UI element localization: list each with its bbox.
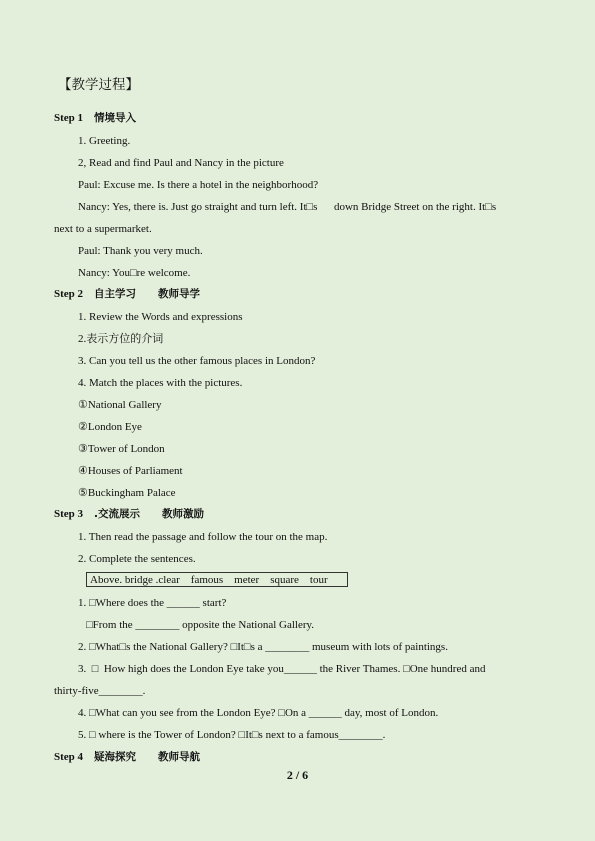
step1-title: 情境导入 <box>94 112 137 124</box>
step2-line: 3. Can you tell us the other famous places in London? <box>78 355 316 367</box>
step1-line: next to a supermarket. <box>54 223 152 235</box>
step1-label: Step 1 <box>54 112 84 124</box>
step1-line: Paul: Thank you very much. <box>78 245 203 257</box>
step3-sentence: thirty-five________. <box>54 685 146 697</box>
step2-title: 自主学习 教师导学 <box>94 288 200 300</box>
step2-label: Step 2 <box>54 288 84 300</box>
step3-title: .交流展示 教师激励 <box>94 508 204 520</box>
step1-line: Nancy: You□re welcome. <box>78 267 191 279</box>
step1-header <box>54 111 136 125</box>
word-bank-box: Above. bridge .clear famous meter square tour <box>86 572 348 587</box>
step1-line: Paul: Excuse me. Is there a hotel in the neighborhood? <box>78 179 319 191</box>
step2-line: ①National Gallery <box>78 399 162 411</box>
step2-line: ③Tower of London <box>78 443 165 455</box>
step3-line: 1. Then read the passage and follow the tour on the map. <box>78 531 328 543</box>
step1-line: 2, Read and find Paul and Nancy in the picture <box>78 157 284 169</box>
section-heading: 【教学过程】 <box>58 77 139 93</box>
step2-line: 4. Match the places with the pictures. <box>78 377 243 389</box>
step3-label: Step 3 <box>54 508 84 520</box>
step2-line: ④Houses of Parliament <box>78 465 183 477</box>
step3-line: 2. Complete the sentences. <box>78 553 196 565</box>
step1-line: 1. Greeting. <box>78 135 131 147</box>
step3-sentence: 5. □ where is the Tower of London? □It□s next to a famous________. <box>78 729 386 741</box>
step3-sentence: 1. □Where does the ______ start? <box>78 597 227 609</box>
step4-header <box>54 750 200 764</box>
step2-line: 2.表示方位的介词 <box>78 333 164 345</box>
step2-header <box>54 287 200 301</box>
step4-title: 疑海探究 教师导航 <box>94 751 200 763</box>
step2-line: ②London Eye <box>78 421 142 433</box>
step1-line: Nancy: Yes, there is. Just go straight and turn left. It□s down Bridge Street on the right. It□s <box>78 201 497 213</box>
step3-sentence: 3. □ How high does the London Eye take you______ the River Thames. □One hundred and <box>78 663 486 675</box>
step2-line: 1. Review the Words and expressions <box>78 311 243 323</box>
step3-sentence: 4. □What can you see from the London Eye? □On a ______ day, most of London. <box>78 707 439 719</box>
step3-sentence: □From the ________ opposite the National Gallery. <box>86 619 315 631</box>
page-number: 2 / 6 <box>286 768 309 782</box>
step2-line: ⑤Buckingham Palace <box>78 487 176 499</box>
step4-label: Step 4 <box>54 751 84 763</box>
step3-sentence: 2. □What□s the National Gallery? □It□s a ________ museum with lots of paintings. <box>78 641 448 653</box>
step3-header <box>54 507 204 521</box>
